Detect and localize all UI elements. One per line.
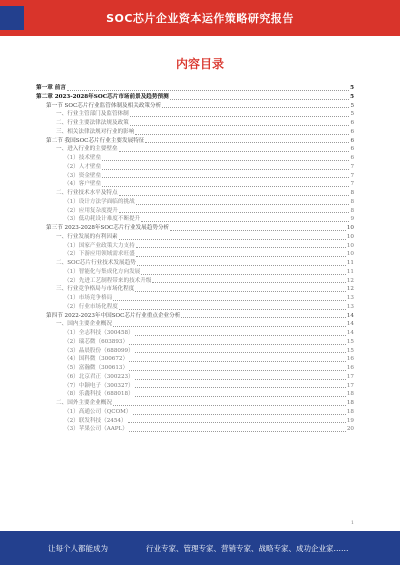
toc-entry-page: 5 [350,93,354,100]
toc-entry-label: 一、行业主管部门及监管体制 [56,111,129,118]
toc-entry-page: 14 [346,312,354,319]
toc-entry[interactable] [36,268,354,277]
toc-entry-page: 10 [346,233,354,240]
toc-entry-page: 12 [346,277,354,284]
toc-leader-dots [119,195,350,196]
toc-leader-dots [136,256,346,257]
toc-entry-label: （7）中颖电子（300327） [64,382,134,389]
toc-entry-page: 9 [350,216,354,223]
toc-leader-dots [181,317,346,318]
toc-entry[interactable] [36,180,354,189]
toc-entry-label: 第一节 SOC芯片行业监管体制及相关政策分析 [46,102,162,109]
toc-entry-page: 10 [346,225,354,231]
toc-entry-label: 三、行业竞争格局与市场化程度 [56,286,135,293]
toc-leader-dots [113,326,346,327]
toc-entry[interactable] [36,207,354,216]
toc-entry-page: 17 [346,373,354,380]
toc-entry-label: 一、国内主要企业概况 [56,321,112,328]
toc-entry-page: 7 [350,172,354,179]
toc-entry-label: 第一章 前言 [36,85,66,91]
toc-leader-dots [129,431,346,432]
toc-leader-dots [136,204,350,205]
toc-entry[interactable] [36,312,354,321]
toc-entry-label: （1）智能化与集成化方向发展 [64,268,141,275]
toc-leader-dots [102,186,349,187]
toc-entry-page: 19 [346,417,354,424]
toc-entry-label: （3）资金壁垒 [64,172,102,179]
toc-entry-page: 6 [350,155,354,161]
toc-entry[interactable] [36,110,354,119]
toc-entry[interactable] [36,382,354,391]
toc-entry-label: （4）客户壁垒 [64,181,102,188]
toc-entry[interactable] [36,338,354,347]
toc-entry-label: （2）联发科技（2454） [64,417,127,424]
toc-entry-label: （1）市场竞争格局 [64,295,113,301]
toc-entry[interactable] [36,399,354,408]
toc-leader-dots [128,422,346,423]
toc-entry-page: 5 [350,102,354,109]
toc-entry-label: （5）富瀚微（300613） [64,365,129,371]
toc-entry-page: 6 [350,120,354,126]
toc-entry-page: 16 [346,356,354,363]
toc-leader-dots [129,370,346,371]
toc-entry-label: 一、行业发展的有利因素 [56,233,118,240]
toc-leader-dots [136,247,346,248]
toc-leader-dots [129,344,346,345]
toc-entry-page: 8 [350,198,354,205]
toc-leader-dots [102,169,349,170]
toc-entry[interactable] [36,250,354,259]
toc-leader-dots [119,151,350,152]
toc-entry-label: 三、相关法律法规对行业的影响 [56,128,135,135]
toc-leader-dots [135,352,346,353]
toc-entry[interactable] [36,303,354,312]
toc-entry[interactable] [36,320,354,329]
toc-entry[interactable] [36,172,354,181]
toc-leader-dots [162,107,349,108]
toc-entry-page: 16 [346,365,354,371]
toc-entry[interactable] [36,145,354,154]
toc-entry-page: 18 [346,408,354,415]
toc-leader-dots [130,116,350,117]
toc-title: 内容目录 [175,57,224,71]
toc-entry-label: （3）晶晨股份（688099） [64,347,134,354]
toc-entry[interactable] [36,417,354,426]
toc-entry-page: 6 [350,128,354,135]
toc-entry[interactable] [36,93,354,102]
toc-entry-label: （1）设计方法学面临的挑战 [64,198,135,205]
toc-entry-label: （3）低功耗设计难度不断提升 [64,216,141,223]
toc-entry[interactable] [36,373,354,382]
toc-leader-dots [135,134,349,135]
toc-leader-dots [119,212,350,213]
toc-entry[interactable] [36,84,354,93]
toc-entry[interactable] [36,390,354,399]
toc-entry-label: （2）应用复杂度提升 [64,207,118,214]
toc-entry-page: 18 [346,400,354,406]
toc-entry-label: （2）瑞芯微（603893） [64,338,129,345]
toc-entry[interactable] [36,277,354,286]
toc-entry-label: （1）全志科技（300458） [64,330,134,336]
toc-entry-page: 18 [346,391,354,398]
toc-entry-label: （2）行业市场化程度 [64,303,118,310]
toc-entry[interactable] [36,189,354,198]
toc-leader-dots [133,414,346,415]
toc-entry-label: （1）技术壁垒 [64,155,102,161]
toc-leader-dots [135,379,346,380]
toc-entry[interactable] [36,364,354,373]
toc-entry[interactable] [36,198,354,207]
toc-leader-dots [145,142,349,143]
toc-entry[interactable] [36,408,354,417]
toc-entry-page: 8 [350,190,354,196]
toc-entry-label: 第二节 我国SOC芯片行业主要发展特征 [46,137,145,144]
toc-entry-label: （2）先进工艺制程带来的技术升级 [64,277,152,284]
toc-leader-dots [152,282,345,283]
toc-entry-page: 15 [346,347,354,354]
toc-entry[interactable] [36,224,354,233]
toc-entry-page: 7 [350,163,354,170]
footer-slogan-left: 让每个人都能成为 [48,544,108,553]
toc-entry[interactable] [36,154,354,163]
toc-leader-dots [135,387,346,388]
toc-entry-label: （4）国科微（300672） [64,356,129,363]
toc-entry-page: 11 [346,268,354,275]
toc-entry[interactable] [36,329,354,338]
toc-entry[interactable] [36,294,354,303]
toc-leader-dots [102,160,349,161]
toc-entry-page: 8 [350,207,354,214]
toc-entry[interactable] [36,137,354,146]
toc-entry-label: 二、国外主要企业概况 [56,400,112,406]
toc-list [36,84,354,434]
toc-entry-page: 17 [346,382,354,389]
toc-leader-dots [135,335,346,336]
toc-entry-page: 6 [350,137,354,144]
toc-leader-dots [137,265,346,266]
toc-entry-label: （6）北京君正（300223） [64,373,134,380]
toc-entry-page: 10 [346,242,354,249]
footer-slogan-right: 行业专家、管理专家、营销专家、战略专家、成功企业家…… [146,544,349,553]
toc-entry[interactable] [36,425,354,434]
toc-entry[interactable] [36,355,354,364]
toc-entry-page: 12 [346,286,354,293]
toc-leader-dots [113,405,346,406]
toc-entry[interactable] [36,242,354,251]
header-bar [0,0,400,36]
toc-leader-dots [119,239,346,240]
toc-leader-dots [141,221,349,222]
toc-entry-page: 5 [350,111,354,118]
toc-entry-page: 15 [346,338,354,345]
toc-entry-label: 二、行业技术水平及特点 [56,190,118,196]
toc-entry-page: 20 [346,426,354,433]
toc-entry[interactable] [36,285,354,294]
toc-entry-label: 一、进入行业的主要壁垒 [56,146,118,153]
toc-entry-label: 二、行业主要法律法规及政策 [56,120,129,126]
toc-entry-page: 6 [350,146,354,153]
toc-leader-dots [129,361,346,362]
toc-entry[interactable] [36,102,354,111]
toc-entry-page: 10 [346,251,354,258]
toc-leader-dots [67,90,349,91]
toc-leader-dots [113,300,346,301]
footer-bar [0,531,400,565]
toc-entry-page: 14 [346,330,354,336]
toc-entry-page: 14 [346,321,354,328]
toc-leader-dots [135,291,346,292]
toc-entry-label: （8）乐鑫科技（688018） [64,391,134,398]
toc-leader-dots [119,309,346,310]
toc-leader-dots [141,274,346,275]
toc-entry-label: 第三节 2023-2028年SOC芯片行业发展趋势分析 [46,225,170,231]
toc-leader-dots [135,396,346,397]
toc-entry-label: 第四节 2022-2023年中国SOC芯片行业重点企业分析 [46,312,181,319]
toc-entry-page: 5 [350,85,354,91]
toc-entry-label: （2）人才壁垒 [64,163,102,170]
toc-entry[interactable] [36,347,354,356]
toc-entry[interactable] [36,233,354,242]
page-number: 1 [350,520,354,526]
toc-entry-label: （3）苹果公司（AAPL） [64,426,128,433]
toc-entry-label: （2）下游应用领域需求旺盛 [64,251,135,258]
toc-leader-dots [102,177,349,178]
toc-leader-dots [130,125,350,126]
toc-entry[interactable] [36,128,354,137]
toc-leader-dots [170,99,349,100]
toc-entry[interactable] [36,119,354,128]
toc-entry[interactable] [36,215,354,224]
toc-entry-page: 7 [350,181,354,188]
report-title: SOC芯片企业资本运作策略研究报告 [106,12,294,25]
toc-entry-page: 13 [346,303,354,310]
toc-entry-label: （1）高通公司（QCOM） [64,408,132,415]
toc-entry-page: 11 [346,260,354,266]
toc-entry[interactable] [36,163,354,172]
toc-entry-page: 13 [346,295,354,301]
toc-entry-label: 第二章 2023-2028年SOC芯片市场前景及趋势预测 [36,93,169,100]
toc-entry[interactable] [36,259,354,268]
toc-entry-label: 二、SOC芯片行业技术发展趋势 [56,260,136,266]
toc-entry-label: （1）国家产业政策大力支持 [64,242,135,249]
toc-leader-dots [170,230,346,231]
